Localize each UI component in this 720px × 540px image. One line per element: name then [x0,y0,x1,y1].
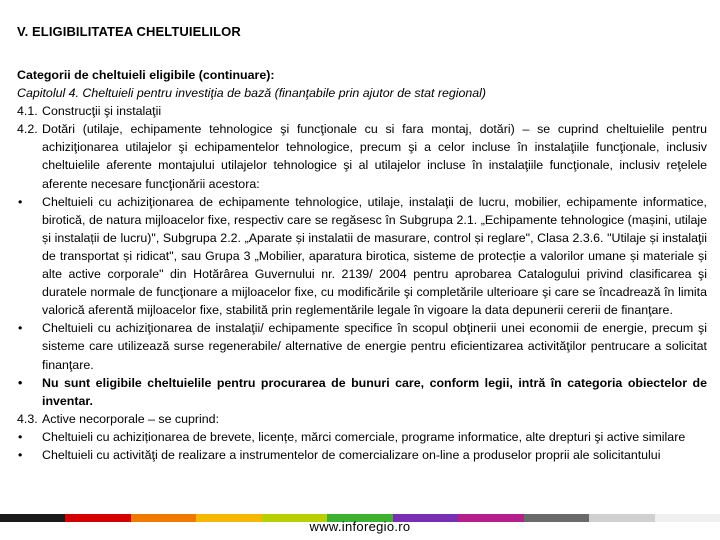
bullet-icon: • [18,375,23,390]
chapter-heading: Capitolul 4. Cheltuieli pentru investiţia de bază (finanţabile prin ajutor de stat regional) [17,86,487,101]
item-text: Nu sunt eligibile cheltuielile pentru procurarea de bunuri care, conform legii, intră în categoria obiectelor de inventar. [42,375,707,408]
item-text: Cheltuieli cu achiziționarea de brevete, licențe, mărci comerciale, programe informatice, alte drepturi şi active similare [42,429,686,444]
item-text: Cheltuieli cu achiziţionarea de instalaţii/ echipamente specifice în scopul obţinerii unei economii de energie, precum şi sisteme care utilizează surse regenerabile/ alternative de energie pentru eficientizarea activităţilor pentrucare a solicitat finanţare. [42,321,707,372]
list-item-4-3 [17,410,707,428]
item-text: Cheltuieli cu achiziţionarea de echipamente tehnologice, utilaje, instalaţii de lucru, mobilier, echipamente informatice, birotică, de natura mijloacelor fixe, respectiv care se regăsesc în Subgrupa 2.1. „Echipamente tehnologice (mașini, utilaje și instalații de lucru)", Subgrupa 2.2. „Aparate și instalatii de masurare, control și reglare", Clasa 2.3.6. "Utilaje și instalaţii de transportat și ridicat", sau Grupa 3 „Mobilier, aparatura birotica, sisteme de protecție a valorilor umane și materiale și alte active corporale" din Hotărârea Guvernului nr. 2139/ 2004 pentru aprobarea Catalogului privind clasificarea şi duratele normale de funcţionare a mijloacelor fixe, cu modificările şi completările ulterioare şi care se încadrează în limita valorică aferentă mijloacelor fixe, stabilită prin reglementările legale în vigoare la data depunerii cererii de finanţare. [42,194,707,318]
list-item-4-1 [17,102,707,120]
bullet-icon: • [18,447,23,462]
item-number: 4.3. [17,411,38,426]
item-text: Active necorporale – se cuprind: [42,411,220,426]
section-heading: Categorii de cheltuieli eligibile (continuare): [17,68,275,82]
bullet-item-patents [17,428,707,446]
bullet-item-online-tools [17,446,707,464]
list-item-4-2 [17,120,707,192]
item-text: Dotări (utilaje, echipamente tehnologice şi funcţionale cu si fara montaj, dotări) – se cuprind cheltuielile pentru achiziţionarea utilajelor şi echipamentelor tehnologice, precum şi a celor incluse în instalaţiile funcţionale, inclusiv cheltuielile aferente montajului utilajelor tehnologice şi al utilajelor incluse în instalaţiile funcţionale, inclusiv reţelele aferente necesare funcţionării acestora: [42,122,707,191]
item-number: 4.1. [17,104,38,119]
bullet-icon: • [18,429,23,444]
item-number: 4.2. [17,122,38,137]
bullet-item-ineligible [17,374,707,410]
footer-url: www.inforegio.ro [309,519,411,534]
item-text: Cheltuieli cu activităţi de realizare a instrumentelor de comercializare on-line a produselor proprii ale solicitantului [42,447,661,462]
bullet-icon: • [18,194,23,209]
bullet-item-energy [17,319,707,373]
page-title: V. ELIGIBILITATEA CHELTUIELILOR [17,24,241,39]
item-text: Construcţii şi instalaţii [42,104,162,119]
document-body [17,66,707,464]
bullet-icon: • [18,321,23,336]
bullet-item-equipment [17,193,707,320]
